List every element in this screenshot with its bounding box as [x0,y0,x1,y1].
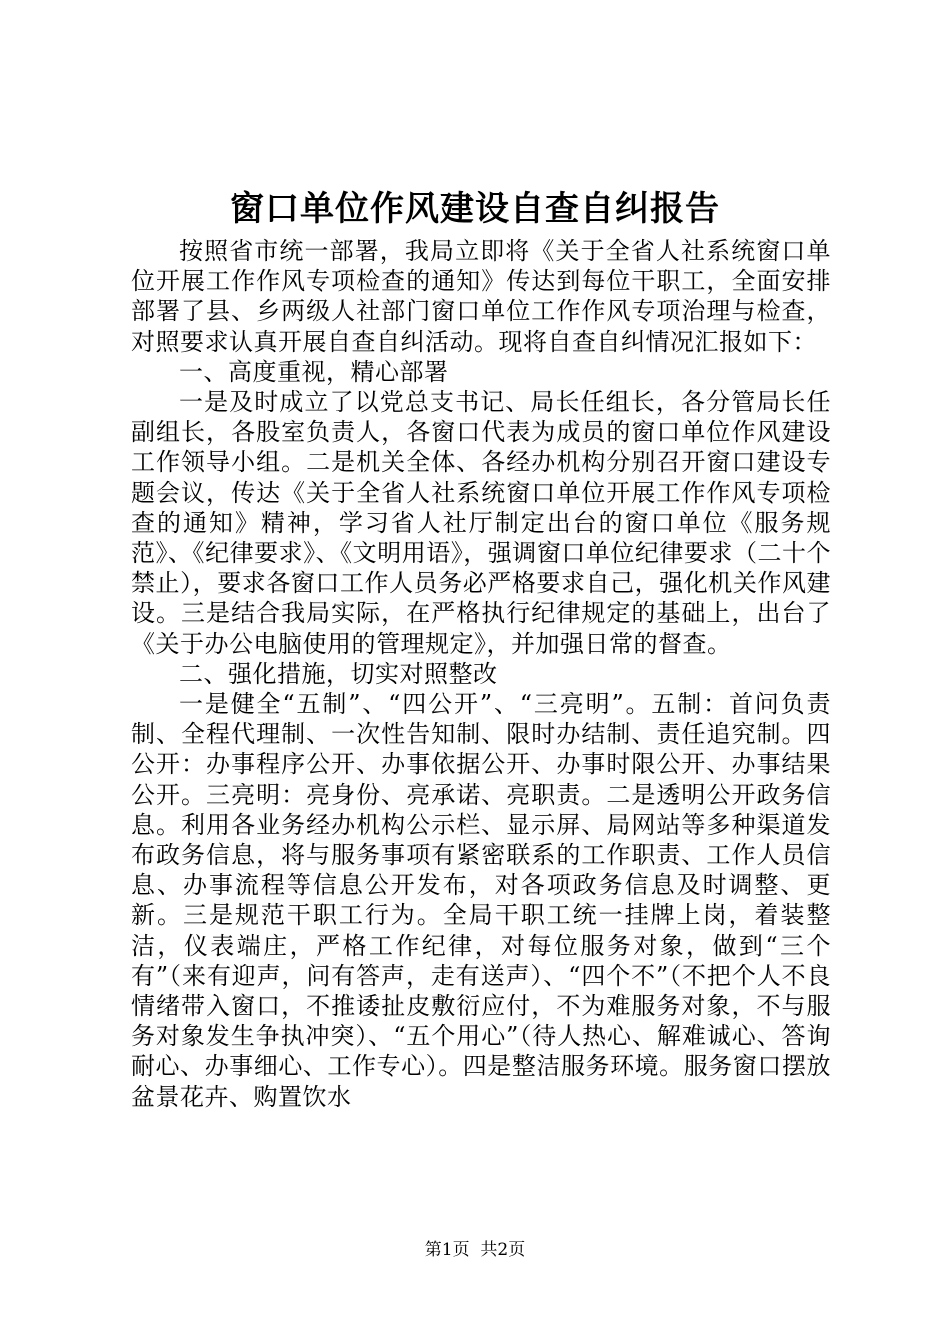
document-body [131,236,831,1112]
intro-paragraph: 按照省市统一部署，我局立即将《关于全省人社系统窗口单位开展工作作风专项检查的通知》传达到每位干职工，全面安排部署了县、乡两级人社部门窗口单位工作作风专项治理与检查，对照要求认真开展自查自纠活动。现将自查自纠情况汇报如下： [131,237,831,356]
section-1-paragraph: 一是及时成立了以党总支书记、局长任组长，各分管局长任副组长，各股室负责人，各窗口代表为成员的窗口单位作风建设工作领导小组。二是机关全体、各经办机构分别召开窗口建设专题会议，传达《关于全省人社系统窗口单位开展工作作风专项检查的通知》精神，学习省人社厅制定出台的窗口单位《服务规范》、《纪律要求》、《文明用语》，强调窗口单位纪律要求（二十个禁止），要求各窗口工作人员务必严格要求自己，强化机关作风建设。三是结合我局实际，在严格执行纪律规定的基础上，出台了《关于办公电脑使用的管理规定》，并加强日常的督查。 [131,388,831,658]
page-number: 第1页 [424,1240,470,1260]
document-title: 窗口单位作风建设自查自纠报告 [230,189,720,229]
section-2-paragraph: 一是健全“五制”、“四公开”、“三亮明”。五制：首问负责制、全程代理制、一次性告知制、限时办结制、责任追究制。四公开：办事程序公开、办事依据公开、办事时限公开、办事结果公开。三亮明：亮身份、亮承诺、亮职责。二是透明公开政务信息。利用各业务经办机构公示栏、显示屏、局网站等多种渠道发布政务信息，将与服务事项有紧密联系的工作职责、工作人员信息、办事流程等信息公开发布，对各项政务信息及时调整、更新。三是规范干职工行为。全局干职工统一挂牌上岗，着装整洁，仪表端庄，严格工作纪律，对每位服务对象，做到“三个有”（来有迎声，问有答声，走有送声）、“四个不”（不把个人不良情绪带入窗口，不推诿扯皮敷衍应付，不为难服务对象，不与服务对象发生争执冲突）、“五个用心”（待人热心、解难诚心、答询耐心、办事细心、工作专心）。四是整洁服务环境。服务窗口摆放盆景花卉、购置饮水 [131,690,831,1111]
section-2-heading: 二、强化措施，切实对照整改 [179,659,498,688]
page-footer [0,1238,950,1262]
page-total: 共2页 [480,1240,526,1260]
section-1-heading: 一、高度重视，精心部署 [179,357,449,386]
